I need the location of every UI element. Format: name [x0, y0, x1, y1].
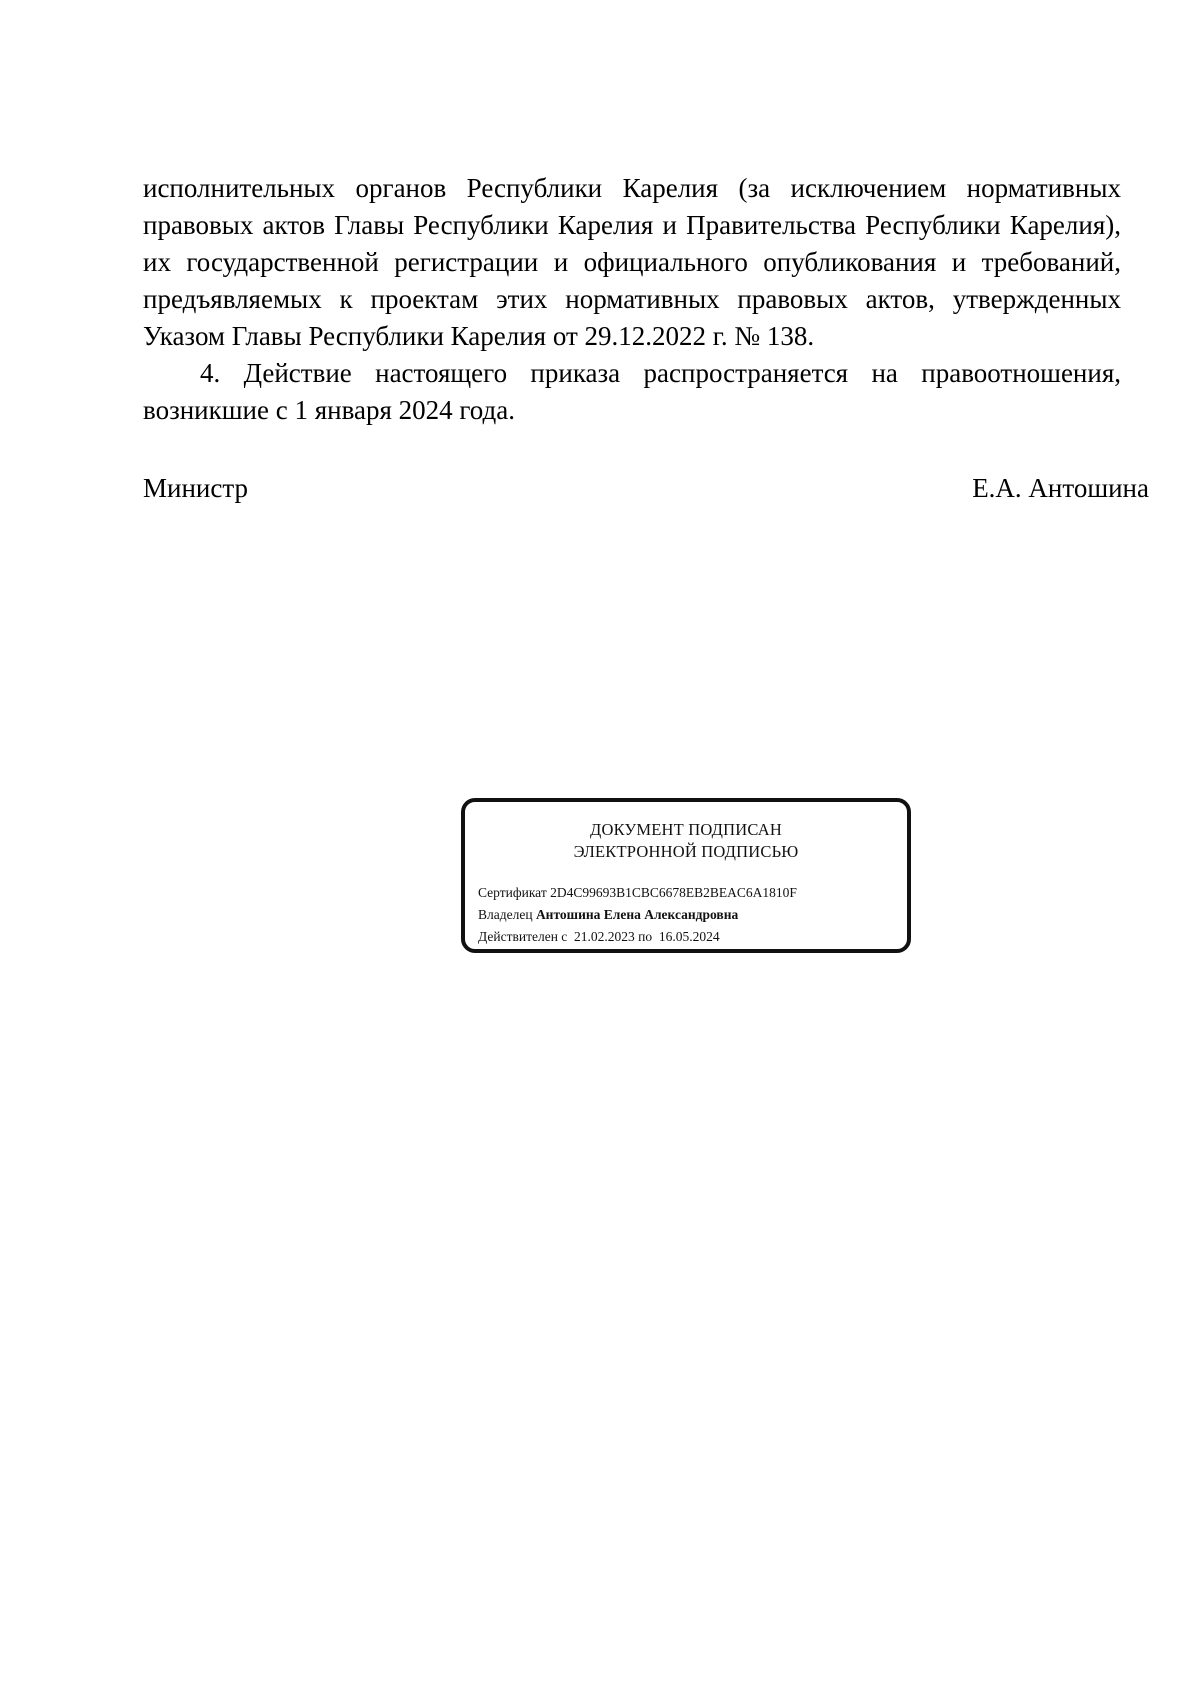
stamp-title — [465, 819, 907, 863]
paragraph-continuation: исполнительных органов Республики Карелия (за исключением нормативных правовых актов Главы Республики Карелия и Правительства Республики Карелия), их государственной регистрации и официального опубликования и требований, предъявляемых к проектам этих нормативных правовых актов, утвержденных Указом Главы Республики Карелия от 29.12.2022 г. № 138. — [143, 173, 1121, 351]
owner-line — [478, 904, 797, 926]
stamp-info — [478, 882, 797, 948]
valid-label: Действителен с — [478, 929, 568, 944]
certificate-line — [478, 882, 797, 904]
stamp-title-line-1: ДОКУМЕНТ ПОДПИСАН — [590, 820, 782, 839]
document-body — [143, 170, 1121, 429]
owner-value: Антошина Елена Александровна — [535, 907, 739, 922]
owner-label: Владелец — [478, 907, 533, 922]
stamp-title-line-2: ЭЛЕКТРОННОЙ ПОДПИСЬЮ — [573, 842, 799, 861]
valid-from: 21.02.2023 — [574, 929, 635, 944]
paragraph-item-4: 4. Действие настоящего приказа распространяется на правоотношения, возникшие с 1 января 2024 года. — [143, 358, 1121, 425]
validity-line — [478, 926, 797, 948]
certificate-label: Сертификат — [478, 885, 547, 900]
signatory-name: Е.А. Антошина — [972, 473, 1149, 503]
electronic-signature-stamp — [461, 798, 911, 953]
signature-row — [143, 470, 1149, 507]
valid-to: 16.05.2024 — [658, 929, 720, 944]
valid-to-label: по — [638, 929, 653, 944]
signatory-position: Министр — [143, 473, 248, 503]
certificate-value: 2D4C99693B1CBC6678EB2BEAC6A1810F — [550, 885, 797, 900]
